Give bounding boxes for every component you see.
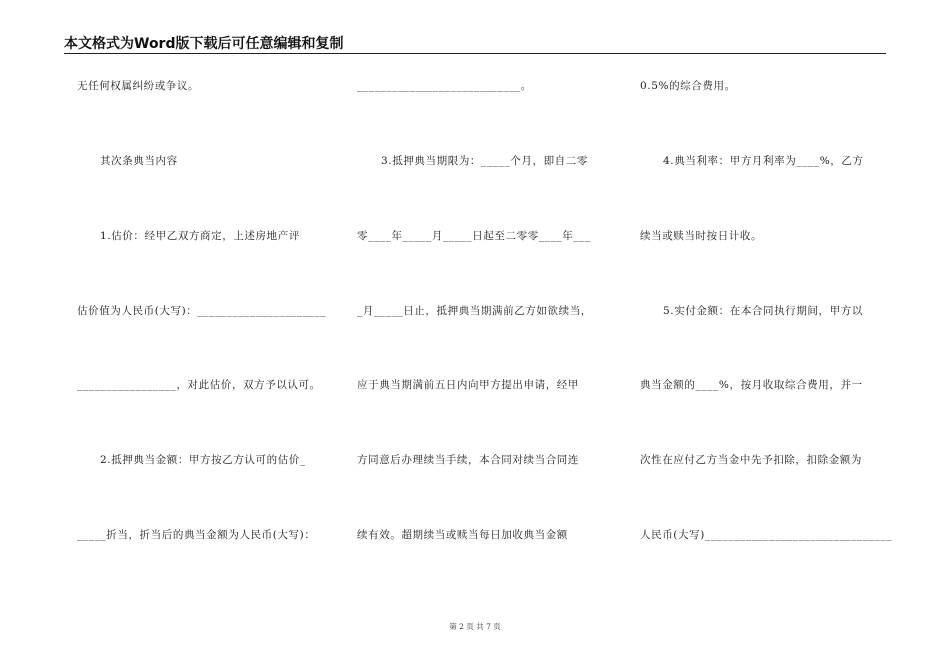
column-middle-line-7: 续有效。超期续当或赎当每日加收典当金额 [357,529,568,541]
column-left-line-1: 无任何权属纠纷或争议。 [77,80,200,92]
column-middle-line-5: 应于典当期满前五日内向甲方提出申请，经甲 [357,379,579,391]
column-right-line-2: 4.典当利率：甲方月利率为____%，乙方 [663,155,864,167]
column-left-line-4: 估价值为人民币(大写)：______________________ [77,305,327,317]
column-right-line-5: 典当金额的____%，按月收取综合费用，并一 [640,379,863,391]
header-rule [64,53,886,54]
column-left-line-2: 其次条典当内容 [100,155,178,167]
column-left-line-3: 1.估价：经甲乙双方商定，上述房地产评 [100,230,300,242]
column-middle-line-6: 方同意后办理续当手续，本合同对续当合同连 [357,454,579,466]
column-middle-line-3: 零____年_____月_____日起至二零零____年___ [357,230,591,242]
column-left-line-6: 2.抵押典当金额：甲方按乙方认可的估价_ [100,454,306,466]
column-right-line-1: 0.5%的综合费用。 [640,80,736,92]
column-right-line-4: 5.实付金额：在本合同执行期间，甲方以 [663,305,863,317]
column-middle-line-4: _月_____日止，抵押典当期满前乙方如欲续当， [357,305,592,317]
column-right-line-7: 人民币(大写)________________________________ [640,529,893,541]
column-middle-line-2: 3.抵押典当期限为：_____个月，即自二零 [381,155,588,167]
column-right-line-3: 续当或赎当时按日计收。 [640,230,763,242]
document-header-title: 本文格式为Word版下载后可任意编辑和复制 [64,36,344,52]
column-left-line-5: _________________，对此估价，双方予以认可。 [77,379,321,391]
column-middle-line-1: ____________________________。 [357,80,532,92]
column-right-line-6: 次性在应付乙方当金中先予扣除，扣除金额为 [640,454,862,466]
page-number-footer: 第 2 页 共 7 页 [449,622,501,631]
column-left-line-7: _____折当，折当后的典当金额为人民币(大写)： [77,529,316,541]
